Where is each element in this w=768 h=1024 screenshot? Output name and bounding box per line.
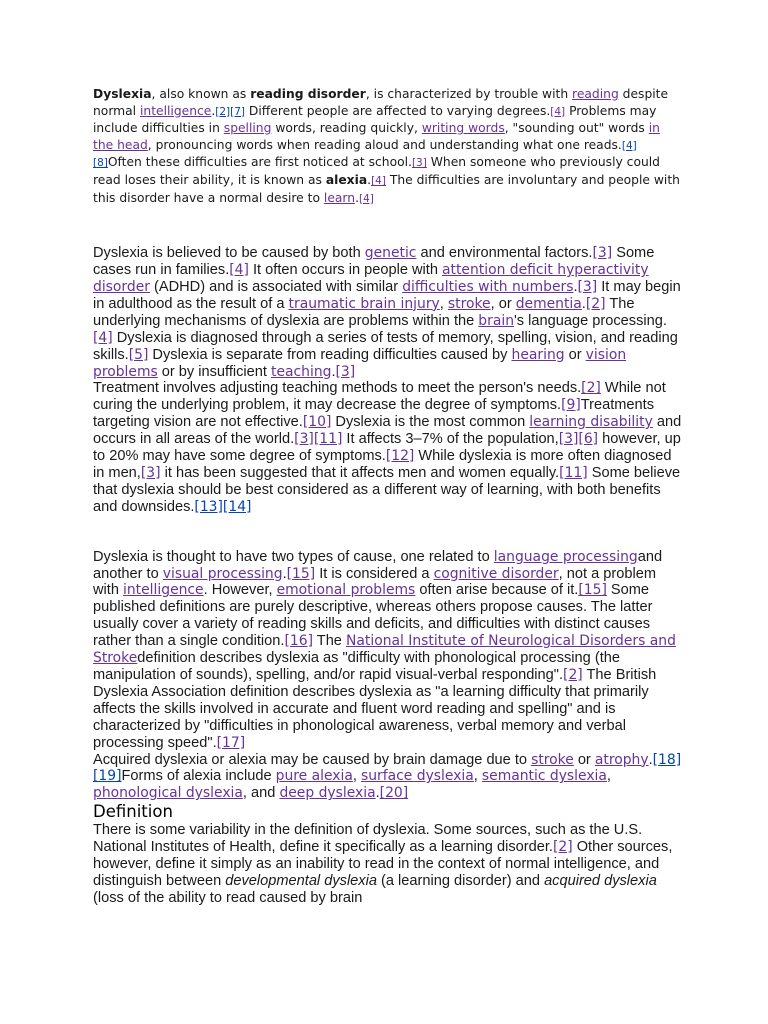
citation-link[interactable]: [2] (552, 839, 573, 856)
text-run: It often occurs in people with (248, 262, 443, 279)
text-run: The difficulties are involuntary and people with this disorder have a normal desire to (93, 172, 680, 205)
paragraph-types (93, 549, 683, 752)
text-run: Often these difficulties are first noticed at school. (107, 155, 412, 170)
text-run: despite normal (93, 87, 669, 118)
text-run: words, reading quickly, (271, 121, 422, 136)
citation-link[interactable]: [5] (128, 346, 149, 363)
text-run: . (211, 103, 216, 118)
wiki-link[interactable]: traumatic brain injury (288, 295, 440, 312)
text-run: Other sources, however, define it simply as an inability to read in the context of normal intelligence, and distinguish between (93, 839, 673, 889)
text-run: 's language processing. (514, 312, 667, 329)
citation-link[interactable]: [9] (561, 397, 581, 414)
citation-link[interactable]: [2] (581, 380, 601, 397)
text-run: definition describes dyslexia as "difficulty with phonological processing (the manipulation of sounds), spelling, and/or rapid visual-verbal responding". (93, 650, 620, 683)
text-run: There is some variability in the definition of dyslexia. Some sources, such as the U.S. National Institutes of Health, define it specifically as a learning disorder. (93, 822, 643, 856)
text-run: . (331, 363, 336, 380)
text-run: , or (490, 295, 516, 312)
text-run: Some published definitions are purely descriptive, whereas others propose causes. The latter usually cover a variety of reading skills and deficits, and difficulties with distinct causes rather than a single condition. (93, 582, 653, 650)
citation-link[interactable]: [3] (592, 245, 613, 262)
spacer (93, 207, 683, 245)
wiki-link[interactable]: in the head (93, 121, 660, 152)
wiki-link[interactable]: intelligence (140, 103, 212, 118)
paragraph-treatment (93, 380, 683, 515)
text-run: . (581, 295, 586, 312)
wiki-link[interactable]: visual processing (162, 565, 283, 582)
citation-link[interactable]: [4][8] (93, 139, 637, 170)
bold-term: Dyslexia (93, 87, 152, 101)
wiki-link[interactable]: intelligence (123, 582, 204, 599)
text-run: (loss of the ability to read caused by brain (93, 889, 363, 906)
text-run: The (312, 633, 346, 650)
text-run: Some cases run in families. (93, 245, 655, 279)
citation-link[interactable]: [3] (140, 464, 161, 481)
wiki-link[interactable]: cognitive disorder (433, 565, 559, 582)
wiki-link[interactable]: vision problems (93, 346, 627, 380)
wiki-link[interactable]: deep dyslexia (279, 785, 376, 802)
text-run: , (439, 295, 448, 312)
text-run: . (367, 172, 372, 187)
text-run: , is characterized by trouble with (365, 87, 573, 101)
citation-link[interactable]: [11] (559, 464, 588, 481)
text-run: Dyslexia is thought to have two types of cause, one related to (93, 548, 494, 565)
text-run: , "sounding out" words (504, 121, 649, 136)
text-run: Some believe that dyslexia should be best considered as a different way of learning, with both benefits and downsides. (93, 464, 681, 515)
wiki-link[interactable]: reading (572, 87, 619, 101)
text-run: and occurs in all areas of the world. (93, 414, 682, 448)
wiki-link[interactable]: language processing (493, 548, 638, 565)
wiki-link[interactable]: surface dyslexia (361, 768, 474, 785)
text-run: , (473, 768, 482, 785)
text-run: The underlying mechanisms of dyslexia are problems within the (93, 295, 635, 329)
paragraph-intro (93, 86, 683, 207)
wiki-link[interactable]: stroke (447, 295, 491, 312)
wiki-link[interactable]: learning disability (529, 414, 653, 431)
text-run: Dyslexia is diagnosed through a series of tests of memory, spelling, vision, and reading skills. (93, 329, 678, 363)
text-run: The British Dyslexia Association definition describes dyslexia as "a learning difficulty that primarily affects the skills involved in accurate and fluent word reading and spelling" and is characterized by "difficulties in phonological awareness, verbal memory and verbal processing speed". (93, 667, 657, 751)
text-run: it has been suggested that it affects men and women equally. (160, 464, 560, 481)
text-run: . (282, 565, 287, 582)
text-run: (a learning disorder) and (376, 872, 545, 889)
citation-link[interactable]: [18][19] (93, 751, 682, 785)
text-run: While not curing the underlying problem, it may decrease the degree of symptoms. (93, 380, 666, 414)
citation-link[interactable]: [4] (371, 174, 386, 187)
text-run: Dyslexia is separate from reading difficulties caused by (148, 346, 512, 363)
text-run: Treatments targeting vision are not effective. (93, 397, 655, 431)
wiki-link[interactable]: dementia (515, 295, 582, 312)
citation-link[interactable]: [3][11] (294, 431, 343, 448)
wiki-link[interactable]: brain (478, 312, 515, 329)
text-run: . (648, 751, 653, 768)
citation-link[interactable]: [13][14] (194, 498, 252, 515)
text-run: Problems may include difficulties in (93, 103, 657, 136)
text-run: Treatment involves adjusting teaching methods to meet the person's needs. (93, 380, 582, 397)
citation-link[interactable]: [20] (379, 785, 409, 802)
text-run: While dyslexia is more often diagnosed in men, (93, 448, 672, 481)
wiki-link[interactable]: attention deficit hyperactivity disorder (93, 262, 649, 295)
text-run: Different people are affected to varying degrees. (245, 103, 551, 118)
text-run: When someone who previously could read loses their ability, it is known as (93, 155, 660, 187)
citation-link[interactable]: [3] (335, 363, 356, 380)
citation-link[interactable]: [2] (585, 295, 606, 312)
text-run: . (573, 278, 578, 295)
italic-term: acquired dyslexia (544, 872, 657, 889)
citation-link[interactable]: [15] (286, 565, 316, 582)
text-run: however, up to 20% may have some degree of symptoms. (93, 431, 681, 465)
citation-link[interactable]: [12] (385, 448, 415, 465)
citation-link[interactable]: [15] (578, 582, 607, 599)
text-run: and environmental factors. (416, 245, 593, 262)
citation-link[interactable]: [4] (229, 262, 249, 279)
text-run: Acquired dyslexia or alexia may be caused by brain damage due to (93, 751, 532, 768)
wiki-link[interactable]: genetic (364, 245, 417, 262)
text-run: It affects 3–7% of the population, (342, 431, 559, 448)
paragraph-causes (93, 245, 683, 380)
text-run: . However, (203, 582, 277, 599)
wiki-link[interactable]: phonological dyslexia (93, 785, 243, 802)
wiki-link[interactable]: writing words (421, 121, 505, 136)
text-run: . (375, 785, 380, 802)
wiki-link[interactable]: semantic dyslexia (481, 768, 607, 785)
article (93, 86, 683, 907)
text-run: or (573, 751, 595, 768)
spacer (93, 516, 683, 549)
paragraph-definition (93, 822, 683, 907)
text-run: Dyslexia is the most common (331, 414, 530, 431)
wiki-link[interactable]: spelling (223, 121, 272, 136)
text-run: and another to (93, 548, 663, 582)
citation-link[interactable]: [3] (577, 278, 598, 295)
text-run: . (355, 190, 359, 205)
text-run: or by insufficient (157, 363, 272, 380)
text-run: , and (242, 785, 280, 802)
text-run: Dyslexia is believed to be caused by both (93, 245, 365, 262)
citation-link[interactable]: [2] (563, 667, 583, 683)
paragraph-acquired (93, 752, 683, 803)
bold-term: reading disorder (250, 87, 366, 101)
citation-link[interactable]: [16] (284, 633, 313, 650)
wiki-link[interactable]: teaching (271, 363, 332, 380)
citation-link[interactable]: [4] (550, 105, 566, 118)
citation-link[interactable]: [3][6] (558, 431, 599, 448)
wiki-link[interactable]: difficulties with numbers (402, 278, 574, 295)
text-run: It may begin in adulthood as the result of a (93, 278, 681, 312)
wiki-link[interactable]: hearing (511, 346, 565, 363)
wiki-link[interactable]: learn (323, 190, 356, 205)
citation-link[interactable]: [10] (302, 414, 332, 431)
italic-term: developmental dyslexia (225, 872, 377, 889)
text-run: It is considered a (315, 565, 434, 582)
citation-link[interactable]: [4] (93, 329, 113, 346)
wiki-link[interactable]: atrophy (594, 751, 649, 768)
citation-link[interactable]: [3] (411, 157, 427, 170)
text-run: (ADHD) and is associated with similar (149, 278, 403, 295)
section-heading-definition: Definition (93, 802, 173, 822)
wiki-link[interactable]: National Institute of Neurological Disorders and Stroke (93, 633, 676, 667)
bold-term: alexia (325, 172, 368, 187)
text-run: , not a problem with (93, 565, 656, 599)
text-run: , (606, 768, 611, 785)
text-run: Forms of alexia include (121, 768, 276, 785)
citation-link[interactable]: [17] (216, 734, 246, 751)
text-run: or (564, 346, 586, 363)
wiki-link[interactable]: pure alexia (275, 768, 353, 785)
text-run: , (352, 768, 362, 785)
text-run: , pronouncing words when reading aloud and understanding what one reads. (147, 137, 622, 152)
wiki-link[interactable]: stroke (531, 751, 574, 768)
wiki-link[interactable]: emotional problems (276, 582, 416, 599)
text-run: , also known as (151, 87, 251, 101)
citation-link[interactable]: [4] (358, 192, 374, 205)
citation-link[interactable]: [2][7] (215, 105, 246, 118)
text-run: often arise because of it. (415, 582, 579, 599)
